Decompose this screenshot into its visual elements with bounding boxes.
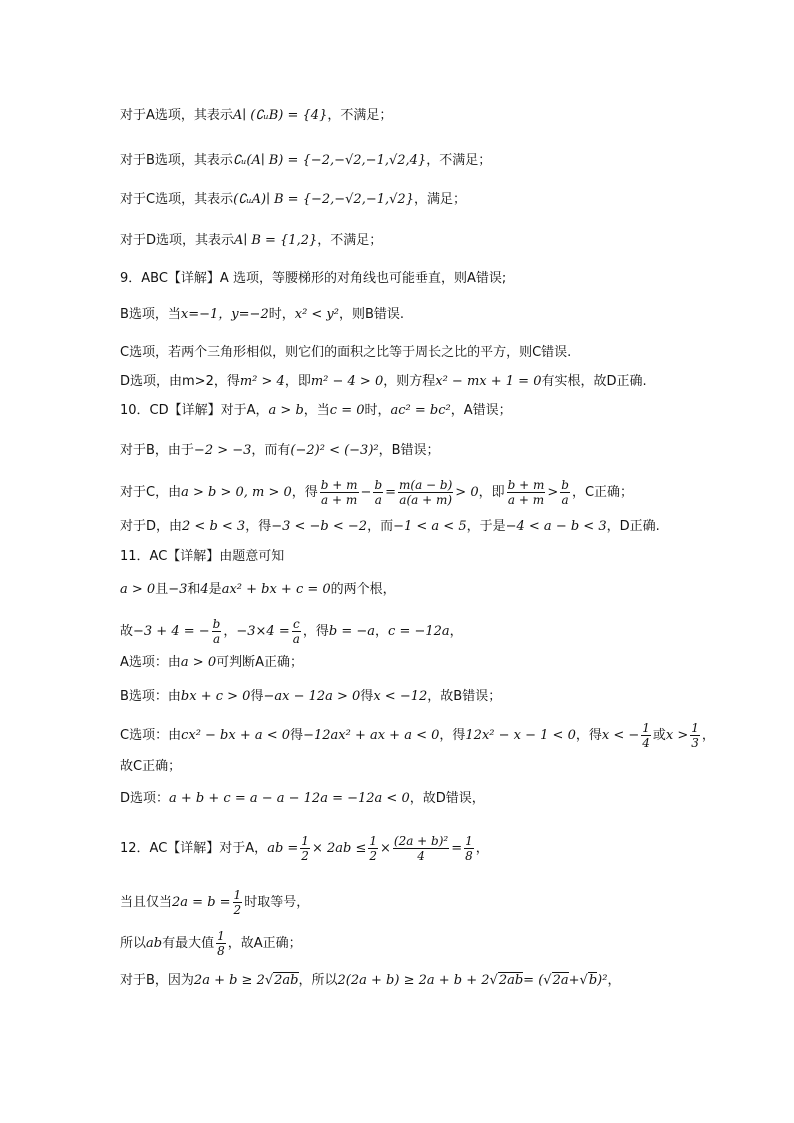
- text: ，B错误；: [378, 443, 440, 458]
- text: 可判断A正确；: [216, 655, 303, 670]
- formula: (−2)² < (−3)²: [290, 443, 379, 458]
- numerator: b + m: [320, 478, 358, 492]
- text: 对于B，因为: [120, 973, 194, 988]
- text: 或: [652, 728, 666, 743]
- formula: 4: [200, 582, 209, 597]
- formula: = (: [523, 973, 544, 988]
- denominator: 4: [417, 849, 425, 863]
- denominator: a: [292, 632, 300, 646]
- text: 当且仅当: [120, 895, 173, 910]
- denominator: 2: [369, 849, 377, 863]
- formula: ax² + bx + c = 0: [221, 582, 331, 597]
- fraction: [320, 478, 359, 507]
- formula: > 0: [455, 485, 479, 500]
- denominator: a: [561, 493, 569, 507]
- fraction: [373, 478, 383, 507]
- fraction: [216, 929, 226, 958]
- text: ，而有: [251, 443, 291, 458]
- numerator: 1: [465, 834, 473, 848]
- text: ，于是: [466, 519, 506, 534]
- numerator: m(a − b): [399, 478, 453, 492]
- formula: 12x² − x − 1 < 0: [465, 728, 576, 743]
- text: 对于D选项，其表示: [120, 233, 235, 248]
- q12-option-b: 对于B，因为2a + b ≥ 2√2ab，所以2(2a + b) ≥ 2a + b + 2√2ab= (√2a+√b)²，: [120, 973, 621, 988]
- formula: −3 < −b < −2: [271, 519, 368, 534]
- text: ，满足；: [413, 192, 466, 207]
- denominator: 8: [465, 849, 473, 863]
- text: B选项：由: [120, 689, 181, 704]
- formula: −3×4 =: [236, 624, 290, 639]
- formula: ac² = bc²: [390, 403, 451, 418]
- formula: x² < y²: [294, 307, 339, 322]
- q12-heading: [120, 834, 489, 863]
- denominator: a: [212, 632, 221, 646]
- numerator: b: [561, 478, 569, 492]
- text: ，得: [302, 624, 329, 639]
- text: 是: [208, 582, 222, 597]
- fraction: [641, 721, 651, 750]
- formula: −3 + 4 = −: [133, 624, 210, 639]
- formula: ab =: [267, 841, 299, 856]
- q11-vieta: 故−3 + 4 = − $\frac{b}{a}$ ，−3×4 = $\frac{c}{a}$ ，得b = −a，c = −12a，: [120, 617, 463, 646]
- q10-heading: [120, 401, 512, 421]
- formula: a > 0: [120, 582, 156, 597]
- text: 对于B选项，其表示: [120, 153, 233, 168]
- text: ，得: [439, 728, 466, 743]
- numerator: 1: [642, 721, 650, 735]
- formula: x=−1，y=−2: [180, 307, 269, 322]
- text: D选项：: [120, 791, 170, 806]
- denominator: a + m: [507, 493, 545, 507]
- denominator: a: [374, 493, 382, 507]
- text: ，: [607, 973, 621, 988]
- fraction: [393, 834, 449, 863]
- formula: m² − 4 > 0: [310, 374, 384, 389]
- text: ，所以: [298, 973, 338, 988]
- formula: bx + c > 0: [180, 689, 251, 704]
- numerator: 1: [233, 888, 242, 902]
- formula: a + b + c = a − a − 12a = −12a < 0: [169, 791, 410, 806]
- text: 对于D，由: [120, 519, 183, 534]
- text: ，故D错误，: [409, 791, 485, 806]
- formula: A∣ B = {1,2}: [234, 233, 318, 248]
- q9-option-b: [120, 305, 404, 325]
- q12-max-value: [120, 929, 302, 958]
- fraction: [368, 834, 378, 863]
- formula: ab: [146, 936, 163, 951]
- formula: x² − mx + 1 = 0: [435, 374, 542, 389]
- text: ，不满足；: [327, 108, 393, 123]
- q11-option-a: [120, 653, 303, 673]
- text: C选项：由: [120, 728, 182, 743]
- q9-option-c: C选项，若两个三角形相似，则它们的面积之比等于周长之比的平方，则C错误.: [120, 345, 572, 360]
- fraction: [398, 478, 453, 507]
- formula: −1 < a < 5: [393, 519, 467, 534]
- text: ，不满足；: [317, 233, 383, 248]
- text: 时取等号，: [244, 895, 310, 910]
- q10-option-b: [120, 441, 440, 461]
- numerator: (2a + b)²: [393, 834, 449, 848]
- text: 对于B，由于: [120, 443, 194, 458]
- text: A选项：由: [120, 655, 181, 670]
- sqrt-radicand: 2ab: [498, 973, 524, 988]
- fraction: [690, 721, 700, 750]
- text: 和: [187, 582, 201, 597]
- numerator: 1: [301, 834, 309, 848]
- text: ，得: [245, 519, 272, 534]
- text: 时，: [364, 403, 391, 418]
- fraction: [292, 617, 301, 646]
- text: 有实根，故D正确.: [541, 374, 647, 389]
- formula: b = −a: [328, 624, 376, 639]
- q12-equality-condition: [120, 888, 309, 917]
- text: 且: [155, 582, 169, 597]
- numerator: b: [212, 617, 221, 631]
- formula: A∣ (∁ᵤB) = {4}: [232, 108, 328, 123]
- text: ，D正确.: [606, 519, 660, 534]
- fraction: [507, 478, 546, 507]
- text: ，即: [478, 485, 505, 500]
- formula: 2a = b =: [172, 895, 231, 910]
- denominator: 4: [642, 736, 650, 750]
- formula: x < −: [601, 728, 640, 743]
- q11-option-c-conclusion: 故C正确；: [120, 759, 182, 774]
- text: 得: [360, 689, 374, 704]
- set-option-a-line: [120, 106, 392, 126]
- set-option-d-line: [120, 231, 382, 251]
- fraction: [464, 834, 474, 863]
- text: 得: [290, 728, 304, 743]
- q10-option-d: [120, 517, 660, 537]
- formula: 2(2a + b) ≥ 2a + b + 2: [337, 973, 490, 988]
- text: 得: [250, 689, 264, 704]
- text: ，则B错误.: [339, 307, 405, 322]
- q11-heading: 11．AC【详解】由题意可知: [120, 549, 285, 564]
- q9-heading: 9．ABC【详解】A 选项，等腰梯形的对角线也可能垂直，则A错误;: [120, 271, 507, 286]
- text: ，则方程: [383, 374, 436, 389]
- formula: x < −12: [373, 689, 428, 704]
- text: ，: [449, 624, 463, 639]
- text: D选项，由m>2，得: [120, 374, 240, 389]
- formula: (∁ᵤA)∣ B = {−2,−√2,−1,√2}: [233, 192, 414, 207]
- text: 12．AC【详解】对于A，: [120, 841, 268, 856]
- formula: a > b: [268, 403, 304, 418]
- formula: x >: [665, 728, 689, 743]
- numerator: b: [374, 478, 383, 492]
- formula: −3: [168, 582, 188, 597]
- fraction: [212, 617, 222, 646]
- sqrt-radicand: 2ab: [274, 973, 299, 988]
- sqrt-radicand: b: [588, 973, 598, 988]
- numerator: b + m: [507, 478, 545, 492]
- denominator: a + m: [321, 493, 358, 507]
- text: ，故B错误；: [427, 689, 502, 704]
- formula: × 2ab ≤: [311, 841, 367, 856]
- text: 对于C，由: [120, 485, 182, 500]
- text: ，: [475, 841, 489, 856]
- text: 故: [120, 624, 134, 639]
- text: ，不满足；: [426, 153, 492, 168]
- formula: +: [568, 973, 580, 988]
- numerator: 1: [217, 929, 225, 943]
- q9-option-d: [120, 372, 647, 392]
- formula: ×: [379, 841, 391, 856]
- text: ，C正确；: [571, 485, 634, 500]
- text: 对于C选项，其表示: [120, 192, 234, 207]
- set-option-c-line: [120, 190, 466, 210]
- formula: cx² − bx + a < 0: [181, 728, 291, 743]
- formula: m² > 4: [239, 374, 285, 389]
- text: ，A错误；: [450, 403, 512, 418]
- denominator: 8: [217, 944, 225, 958]
- denominator: 3: [691, 736, 699, 750]
- text: 时，: [268, 307, 295, 322]
- text: B选项，当: [120, 307, 181, 322]
- formula: )²: [597, 973, 608, 988]
- fraction: [233, 888, 243, 917]
- text: 所以: [120, 936, 147, 951]
- text: 有最大值: [162, 936, 215, 951]
- formula: c = −12a: [388, 624, 450, 639]
- formula: ∁ᵤ(A∣ B) = {−2,−√2,−1,√2,4}: [232, 153, 427, 168]
- text: ，故A正确；: [227, 936, 302, 951]
- formula: a > b > 0, m > 0: [181, 485, 292, 500]
- set-option-b-line: [120, 151, 491, 171]
- denominator: a(a + m): [399, 493, 453, 507]
- sqrt-radicand: 2a: [552, 973, 569, 988]
- q10-option-c: 对于C，由a > b > 0, m > 0，得 $\frac{b + m}{a + m}$ − $\frac{b}{a}$ = $\frac{m(a - b)}{a(a + m)}$ > 0，即 $\frac{b + m}{a + m}$ > $\frac{b}{a}$ ，C正确；: [120, 478, 634, 507]
- numerator: c: [292, 617, 300, 631]
- fraction: [560, 478, 570, 507]
- text: ，得: [575, 728, 602, 743]
- text: ，得: [291, 485, 318, 500]
- q11-option-d: [120, 789, 485, 809]
- formula: 2 < b < 3: [182, 519, 246, 534]
- text: ，当: [303, 403, 330, 418]
- formula: −2 > −3: [193, 443, 252, 458]
- text: 对于A选项，其表示: [120, 108, 233, 123]
- formula: −12ax² + ax + a < 0: [303, 728, 440, 743]
- formula: −4 < a − b < 3: [505, 519, 607, 534]
- text: 的两个根，: [330, 582, 396, 597]
- text: ，而: [367, 519, 394, 534]
- q11-option-c: [120, 721, 715, 750]
- q11-condition: [120, 580, 396, 600]
- formula: 2a + b ≥ 2: [193, 973, 265, 988]
- formula: =: [451, 841, 463, 856]
- numerator: 1: [369, 834, 377, 848]
- denominator: 2: [301, 849, 309, 863]
- denominator: 2: [233, 903, 242, 917]
- formula: −ax − 12a > 0: [263, 689, 361, 704]
- text: 10．CD【详解】对于A，: [120, 403, 269, 418]
- fraction: [300, 834, 310, 863]
- text: ，即: [284, 374, 311, 389]
- text: ，: [701, 728, 715, 743]
- q11-option-b: [120, 687, 501, 707]
- formula: a > 0: [180, 655, 217, 670]
- numerator: 1: [691, 721, 699, 735]
- formula: c = 0: [329, 403, 365, 418]
